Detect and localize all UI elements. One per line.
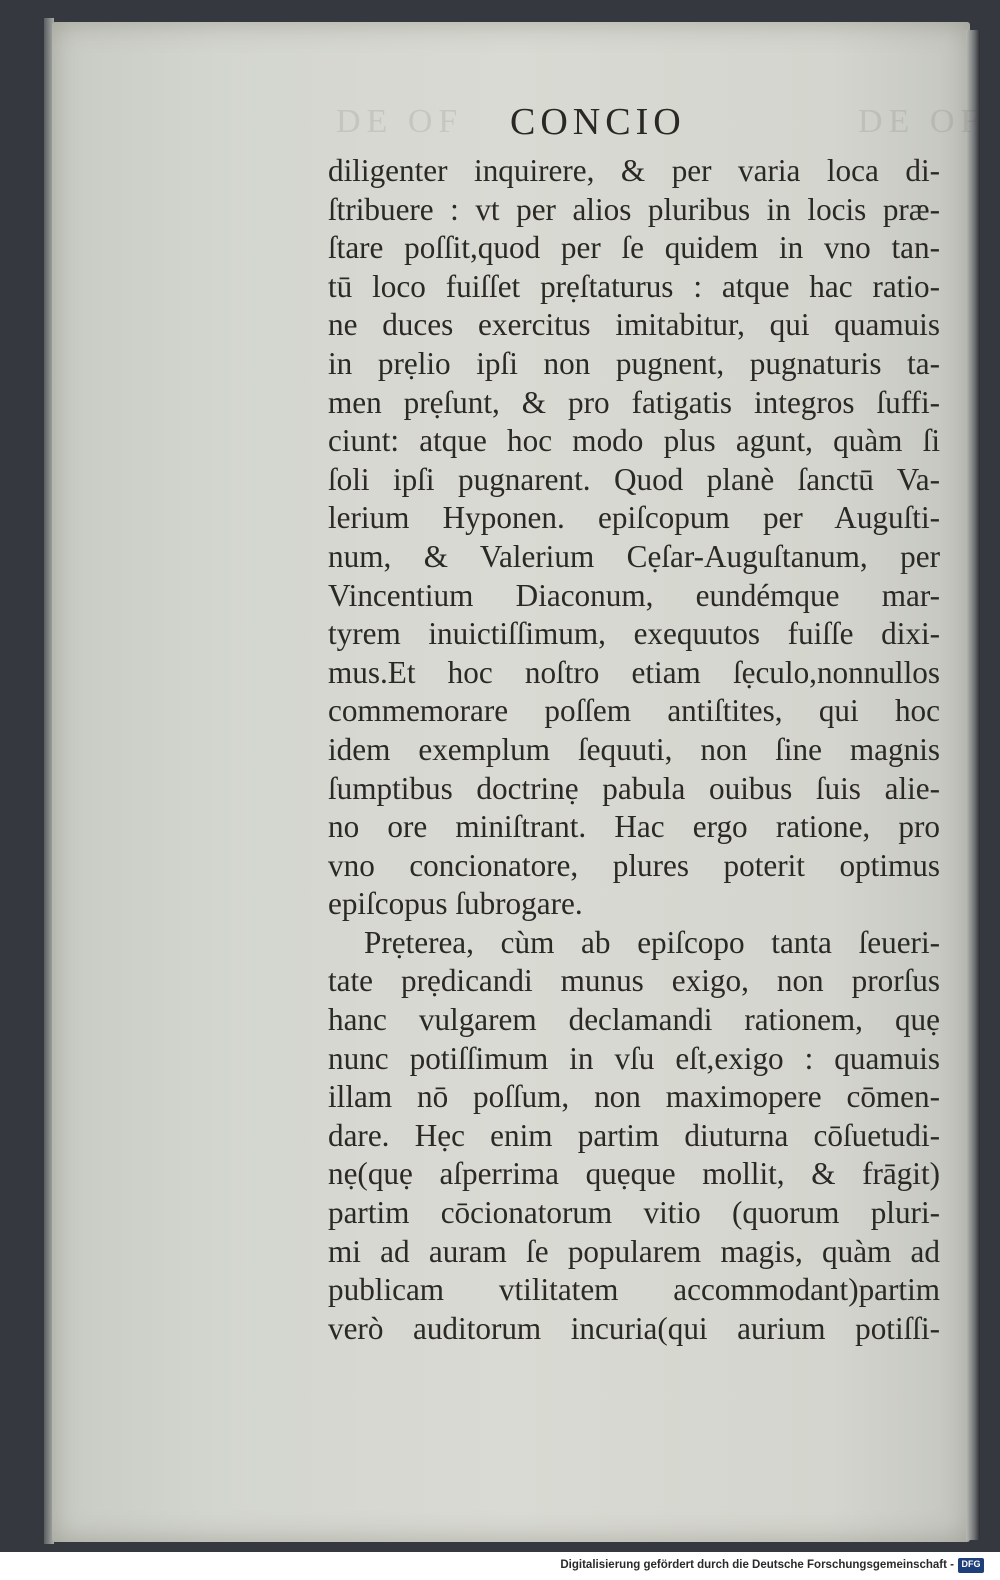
text-line: hanc vulgarem declamandi rationem, quẹ — [328, 1002, 940, 1038]
text-line: verò auditorum incuria(qui aurium potiſſi- — [328, 1310, 940, 1346]
running-head: CONCIO — [510, 101, 686, 143]
funding-credit: Digitalisierung gefördert durch die Deutsche Forschungsgemeinschaft - — [560, 1559, 954, 1571]
bleed-through-text-right: DE OF — [858, 103, 986, 140]
text-line: ſtare poſſit,quod per ſe quidem in vno tan- — [328, 230, 940, 266]
text-line: diligenter inquirere, & per varia loca di- — [328, 153, 940, 188]
text-line: tū loco fuiſſet prẹſtaturus : atque hac ratio- — [328, 268, 940, 304]
footer-bar — [0, 1552, 1000, 1580]
body-text — [328, 152, 940, 1348]
text-line: publicam vtilitatem accommodant)partim — [328, 1272, 940, 1308]
dfg-logo — [958, 1558, 984, 1573]
text-line: ſumptibus doctrinẹ pabula ouibus ſuis alie- — [328, 770, 940, 806]
text-line: ſoli ipſi pugnarent. Quod planè ſanctū Va- — [328, 461, 940, 497]
text-line: ciunt: atque hoc modo plus agunt, quàm ſi — [328, 423, 940, 459]
text-line: idem exemplum ſequuti, non ſine magnis — [328, 731, 940, 767]
text-line: nẹ(quẹ aſperrima quẹque mollit, & frāgit) — [328, 1156, 940, 1192]
text-line: tate prẹdicandi munus exigo, non prorſus — [328, 963, 940, 999]
text-line: illam nō poſſum, non maximopere cōmen- — [328, 1079, 940, 1115]
text-line: partim cōcionatorum vitio (quorum pluri- — [328, 1195, 940, 1231]
text-line: Vincentium Diaconum, eundémque mar- — [328, 577, 940, 613]
text-line: ne duces exercitus imitabitur, qui quamuis — [328, 307, 940, 343]
text-line: mus.Et hoc noſtro etiam ſẹculo,nonnullos — [328, 654, 940, 690]
text-line: vno concionatore, plures poterit optimus — [328, 847, 940, 883]
text-line: nunc potiſſimum in vſu eſt,exigo : quamuis — [328, 1040, 940, 1076]
text-line: men prẹſunt, & pro fatigatis integros ſuffi- — [328, 384, 940, 420]
text-line: num, & Valerium Cẹſar-Auguſtanum, per — [328, 538, 940, 574]
text-line: epiſcopus ſubrogare. — [328, 886, 583, 922]
text-line: lerium Hyponen. epiſcopum per Auguſti- — [328, 500, 940, 536]
bleed-through-text-left: DE OF — [336, 103, 464, 140]
page-right-edge — [966, 30, 980, 1540]
text-line: ſtribuere : vt per alios pluribus in locis præ- — [328, 191, 940, 227]
text-line: tyrem inuictiſſimum, exequutos fuiſſe dixi- — [328, 616, 940, 652]
text-line: no ore miniſtrant. Hac ergo ratione, pro — [328, 809, 940, 845]
text-line: commemorare poſſem antiſtites, qui hoc — [328, 693, 940, 729]
text-line: in prẹlio ipſi non pugnent, pugnaturis ta- — [328, 345, 940, 381]
text-line: dare. Hẹc enim partim diuturna cōſuetudi- — [328, 1117, 940, 1153]
text-line: mi ad auram ſe popularem magis, quàm ad — [328, 1233, 940, 1269]
dfg-logo-text: DFG — [961, 1559, 981, 1569]
text-line: Prẹterea, cùm ab epiſcopo tanta ſeueri- — [364, 924, 940, 960]
